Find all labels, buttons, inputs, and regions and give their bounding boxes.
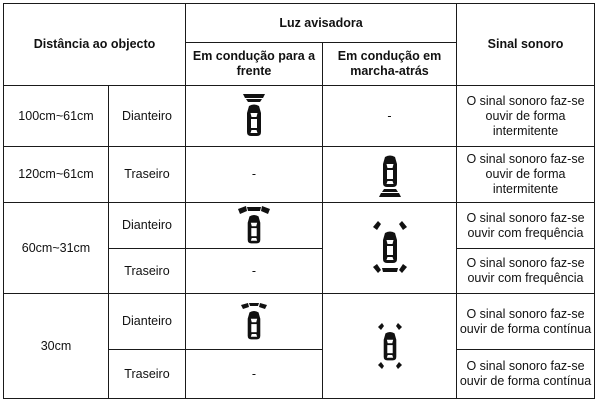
reverse-cell: [323, 294, 457, 399]
table-row: [4, 294, 595, 350]
forward-cell: -: [186, 249, 323, 294]
sensor-cell: Traseiro: [109, 350, 186, 399]
sensor-cell: Traseiro: [109, 147, 186, 203]
sensor-cell: Dianteiro: [109, 86, 186, 147]
header-forward: Em condução para a frente: [186, 43, 323, 86]
sensor-cell: Dianteiro: [109, 294, 186, 350]
forward-cell: [186, 86, 323, 147]
forward-cell: -: [186, 350, 323, 399]
sound-cell: O sinal sonoro faz-se ouvir de forma contínua: [457, 350, 595, 399]
sound-cell: O sinal sonoro faz-se ouvir de forma intermitente: [457, 86, 595, 147]
car-all-corners-warning-icon: [373, 321, 407, 371]
distance-cell: 120cm~61cm: [4, 147, 109, 203]
header-distance: Distância ao objecto: [4, 4, 186, 86]
distance-cell: 60cm~31cm: [4, 203, 109, 294]
sensor-cell: Dianteiro: [109, 203, 186, 249]
reverse-cell: [323, 203, 457, 294]
header-warning-light: Luz avisadora: [186, 4, 457, 43]
distance-cell: 100cm~61cm: [4, 86, 109, 147]
car-front-warning-icon: [239, 94, 269, 138]
car-all-corners-warning-icon: [370, 219, 410, 277]
distance-cell: 30cm: [4, 294, 109, 399]
sound-cell: O sinal sonoro faz-se ouvir com frequência: [457, 203, 595, 249]
header-reverse: Em condução em marcha-atrás: [323, 43, 457, 86]
sensor-cell: Traseiro: [109, 249, 186, 294]
car-rear-warning-icon: [375, 153, 405, 197]
parking-sensor-table: [3, 3, 595, 399]
table-row: [4, 147, 595, 203]
table-row: [4, 203, 595, 249]
header-sound: Sinal sonoro: [457, 4, 595, 86]
forward-cell: [186, 294, 323, 350]
table-row: [4, 86, 595, 147]
reverse-cell: -: [323, 86, 457, 147]
reverse-cell: [323, 147, 457, 203]
sound-cell: O sinal sonoro faz-se ouvir com frequência: [457, 249, 595, 294]
sound-cell: O sinal sonoro faz-se ouvir de forma intermitente: [457, 147, 595, 203]
forward-cell: -: [186, 147, 323, 203]
car-front-corners-warning-icon: [236, 206, 272, 246]
forward-cell: [186, 203, 323, 249]
sound-cell: O sinal sonoro faz-se ouvir de forma contínua: [457, 294, 595, 350]
car-front-corners-warning-icon: [238, 302, 270, 342]
